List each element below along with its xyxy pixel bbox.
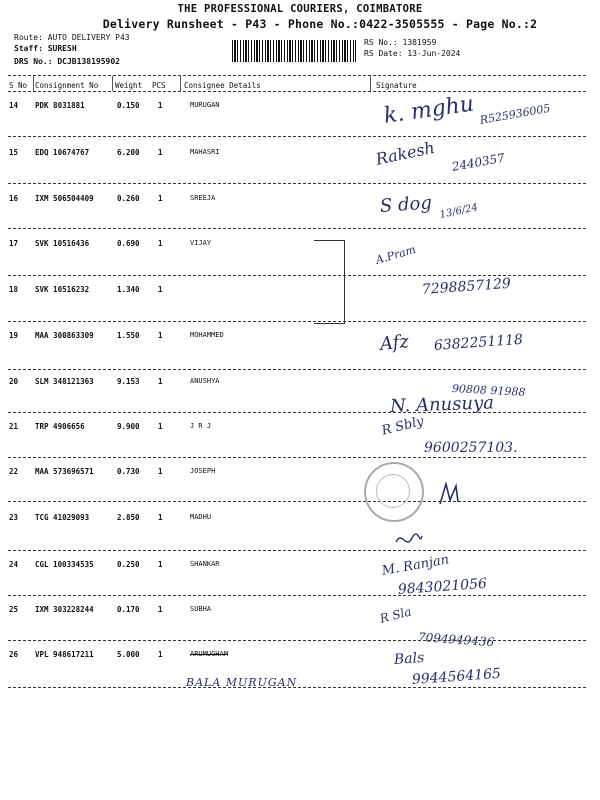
col-divider — [180, 76, 181, 91]
row-consignment: MAA 573696571 — [35, 467, 94, 476]
row-pcs: 1 — [158, 194, 163, 203]
signature-note: 13/6/24 — [438, 202, 479, 221]
staff-value: SURESH — [47, 44, 77, 53]
runsheet-title: Delivery Runsheet - P43 - Phone No.:0422-3505555 - Page No.:2 — [102, 17, 538, 31]
signature-ink: k. mghu — [382, 91, 476, 129]
row-sno: 22 — [9, 467, 19, 476]
row-rule — [8, 550, 586, 551]
row-pcs: 1 — [158, 101, 163, 110]
row-consignee: MAHASRI — [190, 148, 220, 156]
header-rule-top — [8, 75, 586, 76]
row-consignee: SUBHA — [190, 605, 212, 613]
row-weight: 0.150 — [117, 101, 140, 110]
row-pcs: 1 — [158, 513, 163, 522]
signature-note: 90808 91988 — [451, 382, 526, 399]
col-header-sno: S No — [9, 81, 28, 90]
row-pcs: 1 — [158, 650, 163, 659]
row-consignment: VPL 948617211 — [35, 650, 94, 659]
row-sno: 23 — [9, 513, 19, 522]
row-sno: 24 — [9, 560, 19, 569]
row-rule — [8, 501, 586, 502]
row-consignment: TCG 41029093 — [35, 513, 90, 522]
row-consignee: MADHU — [190, 513, 212, 521]
signature-ink: R Sbly — [380, 413, 426, 439]
row-pcs: 1 — [158, 239, 163, 248]
signature-ink: Rakesh — [374, 137, 437, 169]
row-sno: 25 — [9, 605, 19, 614]
row-consignee: VIJAY — [190, 239, 212, 247]
col-header-consignment: Consignment No — [35, 81, 99, 90]
staff-line: Staff: SURESH — [14, 44, 77, 53]
row-weight: 2.850 — [117, 513, 140, 522]
route-line: Route: AUTO DELIVERY P43 — [14, 33, 130, 42]
row-rule — [8, 136, 586, 137]
row-consignee: SREEJA — [190, 194, 216, 202]
signature-note: 9600257103. — [424, 440, 518, 456]
row-sno: 21 — [9, 422, 19, 431]
col-header-consignee: Consignee Details — [184, 81, 261, 90]
row-consignment: SVK 10516436 — [35, 239, 90, 248]
row-sno: 19 — [9, 331, 19, 340]
row-rule — [8, 369, 586, 370]
office-stamp — [364, 462, 424, 522]
row-consignment: IXM 506504409 — [35, 194, 94, 203]
header-rule-bottom — [8, 91, 586, 92]
row-pcs: 1 — [158, 331, 163, 340]
row-consignment: SLM 348121363 — [35, 377, 94, 386]
row-sno: 17 — [9, 239, 19, 248]
signature-ink: S dog — [379, 192, 433, 217]
barcode — [232, 40, 356, 62]
signature-ink: N. Anusuya — [389, 392, 495, 417]
signature-note: R525936005 — [478, 101, 552, 127]
row-consignee: J R J — [190, 422, 212, 430]
row-weight: 0.690 — [117, 239, 140, 248]
row-rule — [8, 321, 586, 322]
row-sno: 26 — [9, 650, 19, 659]
col-header-signature: Signature — [376, 81, 417, 90]
row-consignment: IXM 303228244 — [35, 605, 94, 614]
col-divider — [370, 76, 371, 91]
signature-scribble — [436, 478, 462, 508]
row-weight: 0.250 — [117, 560, 140, 569]
row-rule — [8, 640, 586, 641]
row-consignment: TRP 4906656 — [35, 422, 85, 431]
row-consignee: MURUGAN — [190, 101, 220, 109]
row-rule — [8, 412, 586, 413]
row-weight: 6.200 — [117, 148, 140, 157]
row-pcs: 1 — [158, 422, 163, 431]
signature-ink: Bals — [393, 649, 425, 668]
signature-note: 9944564165 — [411, 665, 502, 688]
row-pcs: 1 — [158, 560, 163, 569]
row-weight: 9.153 — [117, 377, 140, 386]
row-consignee: JOSEPH — [190, 467, 216, 475]
row-weight: 5.000 — [117, 650, 140, 659]
row-consignment: CGL 100334535 — [35, 560, 94, 569]
row-weight: 9.900 — [117, 422, 140, 431]
row-weight: 0.260 — [117, 194, 140, 203]
row-weight: 0.170 — [117, 605, 140, 614]
rs-no-line: RS No.: 1381959 — [364, 38, 437, 47]
row-rule — [8, 595, 586, 596]
signature-note: 7298857129 — [421, 275, 512, 298]
row-consignee: ARUMUGHAM — [190, 650, 228, 658]
row-pcs: 1 — [158, 467, 163, 476]
row-pcs: 1 — [158, 605, 163, 614]
row-consignment: MAA 300863309 — [35, 331, 94, 340]
rs-no-value: 1381959 — [402, 38, 437, 47]
row-sno: 18 — [9, 285, 19, 294]
drs-line: DRS No.: DCJB138195902 — [14, 57, 120, 66]
row-consignment: PDK 8031881 — [35, 101, 85, 110]
signature-note: 9843021056 — [397, 575, 488, 598]
row-weight: 1.550 — [117, 331, 140, 340]
handwritten-consignee-name: BALA MURUGAN — [186, 676, 298, 689]
row-consignee: ANUSHYA — [190, 377, 220, 385]
col-divider — [33, 76, 34, 91]
signature-note: 6382251118 — [433, 331, 524, 354]
rs-date-line: RS Date: 13-Jun-2024 — [364, 49, 461, 58]
route-value: AUTO DELIVERY P43 — [47, 33, 130, 42]
row-consignment: SVK 10516232 — [35, 285, 90, 294]
row-weight: 1.340 — [117, 285, 140, 294]
row-consignee: MOHAMMED — [190, 331, 224, 339]
signature-note: 7094949436 — [417, 630, 495, 650]
company-title: THE PROFESSIONAL COURIERS, COIMBATORE — [177, 3, 423, 15]
row-bracket — [314, 240, 345, 324]
signature-ink: A.Pram — [374, 242, 418, 267]
drs-value: DCJB138195902 — [57, 57, 120, 66]
row-sno: 16 — [9, 194, 19, 203]
row-consignment: EDQ 10674767 — [35, 148, 90, 157]
signature-ink: Afz — [378, 331, 410, 355]
col-divider — [112, 76, 113, 91]
row-sno: 15 — [9, 148, 19, 157]
col-header-weight: Weight — [115, 81, 143, 90]
row-rule — [8, 457, 586, 458]
row-weight: 0.730 — [117, 467, 140, 476]
row-rule — [8, 228, 586, 229]
rs-date-value: 13-Jun-2024 — [407, 49, 461, 58]
signature-note: 2440357 — [450, 150, 506, 174]
signature-scribble — [394, 528, 424, 550]
row-sno: 14 — [9, 101, 19, 110]
row-consignee: SHANKAR — [190, 560, 220, 568]
row-pcs: 1 — [158, 285, 163, 294]
signature-ink: R Sla — [378, 604, 413, 626]
col-header-pcs: PCS — [152, 81, 166, 90]
row-rule — [8, 183, 586, 184]
row-pcs: 1 — [158, 148, 163, 157]
signature-ink: M. Ranjan — [380, 552, 451, 579]
row-pcs: 1 — [158, 377, 163, 386]
row-sno: 20 — [9, 377, 19, 386]
